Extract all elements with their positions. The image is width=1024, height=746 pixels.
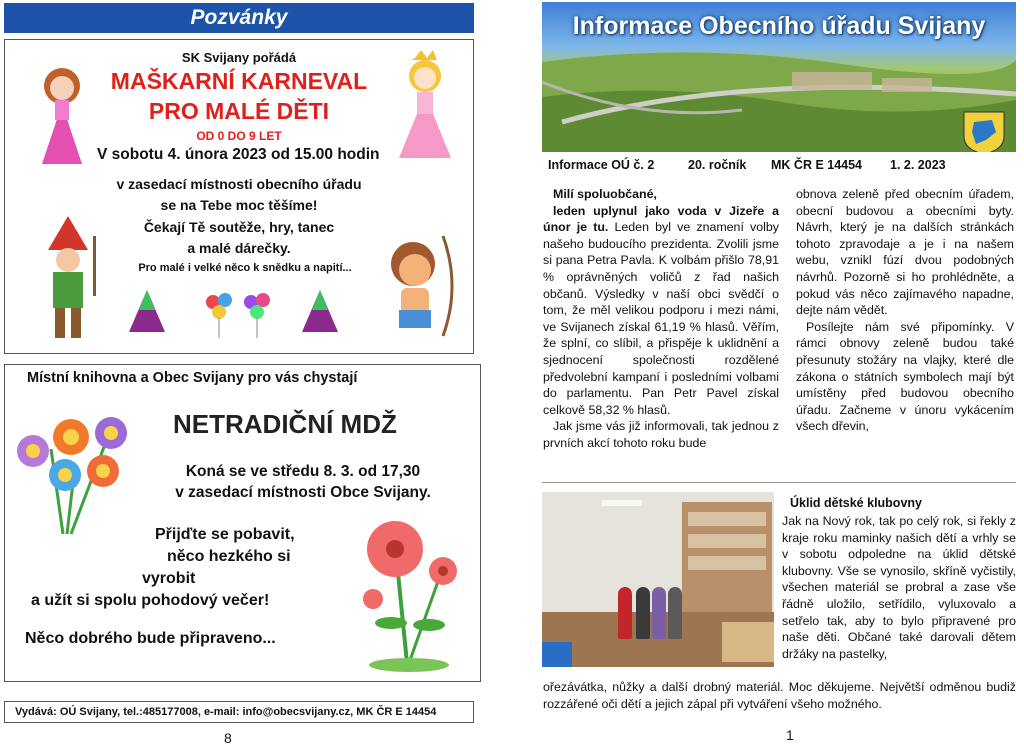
issue-date: 1. 2. 2023 (890, 158, 946, 172)
issue-info-bar (542, 152, 1016, 178)
mdz-line1: Přijďte se pobavit, (155, 526, 295, 543)
carnival-refreshments: Pro malé i velké něco k snědku a napití... (138, 262, 352, 274)
newsletter-title: Informace Obecního úřadu Svijany (572, 12, 986, 40)
carnival-title-line1: MAŠKARNÍ KARNEVAL (110, 68, 368, 94)
greenery-paragraph: obnova zeleně před obecním úřadem, obecní budovou a obecními byty. Návrh, který je na dalších stránkách tohoto zpravodaje a je i na našem webu, vznikl fúzí dvou podobných návrhů. Pozorně si ho prohlédněte, a pokud vás něco zajímavého napadne, dejte nám vědět. (796, 187, 1014, 318)
section-header-invitations: Pozvánky (4, 3, 474, 33)
person-figure (652, 587, 666, 639)
editorial-column-2 (796, 186, 1014, 435)
carnival-gifts: a malé dárečky. (187, 240, 291, 256)
feedback-paragraph: Posílejte nám své připomínky. V rámci obnovy zeleně budou také přesunuty stožáry na vlajky, které dle zákona o státních symbolech mají být umístěny před budovou obecního úřadu. Začneme v únoru vykácením všech dřevin, (796, 319, 1014, 434)
clubroom-heading: Úklid dětské klubovny (790, 496, 922, 510)
mdz-when: Koná se ve středu 8. 3. od 17,30 (185, 463, 421, 480)
party-hat-icon-2 (300, 290, 340, 335)
coat-of-arms-icon (962, 110, 1006, 152)
balloons-icon (205, 292, 235, 340)
carnival-invitation (4, 39, 474, 354)
carnival-date: V sobotu 4. února 2023 od 15.00 hodin (97, 146, 380, 163)
mdz-line2: něco hezkého si (167, 548, 291, 565)
carnival-venue: v zasedací místnosti obecního úřadu (116, 176, 362, 192)
smiling-flowers-illustration (11, 409, 137, 539)
editorial-salutation: Milí spoluobčané, (553, 187, 657, 201)
person-figure (668, 587, 682, 639)
mdz-line4: a užít si spolu pohodový večer! (31, 592, 270, 609)
volume: 20. ročník (688, 158, 747, 172)
mdz-intro: Místní knihovna a Obec Svijany pro vás chystají (27, 370, 358, 386)
carnival-title-line2: PRO MALÉ DĚTI (148, 98, 330, 124)
archer-boy-illustration (373, 226, 461, 346)
page-number-right: 1 (786, 727, 794, 743)
editorial-body: Leden byl ve znamení volby našeho budoucího prezidenta. Zvolili jsme si pana Petra Pavla. K volbám přišlo 78,91 % oprávněných voličů z řad našich občanů. Výsledky v naší obci svědčí o tom, že měl velikou podporu i mezi námi, ve Svijanech získal 61,19 % hlasů. Věřím, že splní, co slíbil, a přispěje k uklidnění a sjednocení společnosti rozdělené předvolební kampaní i posledními volbami do parlamentu. Pan Petr Pavel získal celkově 58,32 % hlasů. (543, 220, 779, 417)
mdz-line5: Něco dobrého bude připraveno... (25, 630, 276, 647)
section-divider (542, 482, 1016, 483)
publisher-footer: Vydává: OÚ Svijany, tel.:485177008, e-mail: info@obecsvijany.cz, MK ČR E 14454 (4, 701, 474, 723)
mdz-title: NETRADIČNÍ MDŽ (173, 409, 397, 439)
carnival-organizer: SK Svijany pořádá (181, 50, 297, 65)
clubroom-text-continued: ořezávátka, nůžky a další drobný materiál. Moc děkujeme. Největší odměnou budiž rozzářené oči dětí a jejich zápal při vytváření všeho možného. (543, 680, 1016, 711)
balloons-icon-2 (243, 292, 273, 340)
mdz-where: v zasedací místnosti Obce Svijany. (175, 484, 431, 501)
issue-number: Informace OÚ č. 2 (548, 158, 655, 172)
carnival-age-range: OD 0 DO 9 LET (196, 129, 282, 143)
person-figure (636, 587, 650, 639)
editorial-column-1 (543, 186, 779, 452)
gnome-illustration (33, 216, 103, 346)
clubroom-photo (542, 492, 774, 667)
clubroom-image (542, 492, 774, 667)
registration-number: MK ČR E 14454 (771, 158, 863, 172)
mdz-invitation (4, 364, 481, 682)
editorial-lead: leden uplynul jako voda v Jizeře a únor je tu. (543, 203, 779, 235)
clubroom-text: Jak na Nový rok, tak po celý rok, si řekly z kraje roku maminky našich dětí a vrhly se v sobotu odpoledne na úklid dětské klubovny. Vše se vynosilo, skříně vyčistily, všechen materiál se probral a zase vše řádně uložilo, setřídilo, vyluxovalo a setřelo tak, aby to bylo připravené pro naše děti. Občané také darovali dětem držáky na pastelky, (782, 514, 1016, 661)
page-number-left: 8 (224, 730, 232, 746)
party-hat-icon (127, 290, 167, 335)
red-flower-illustration (355, 513, 465, 675)
editorial-paragraph-2: Jak jsme vás již informovali, tak jednou z prvních akcí tohoto roku bude (543, 419, 779, 450)
carnival-welcome: se na Tebe moc těšíme! (160, 197, 318, 213)
mdz-line3: vyrobit (142, 570, 196, 587)
carnival-activities: Čekají Tě soutěže, hry, tanec (143, 219, 335, 235)
masthead-landscape-photo (542, 2, 1016, 152)
person-figure (618, 587, 632, 639)
